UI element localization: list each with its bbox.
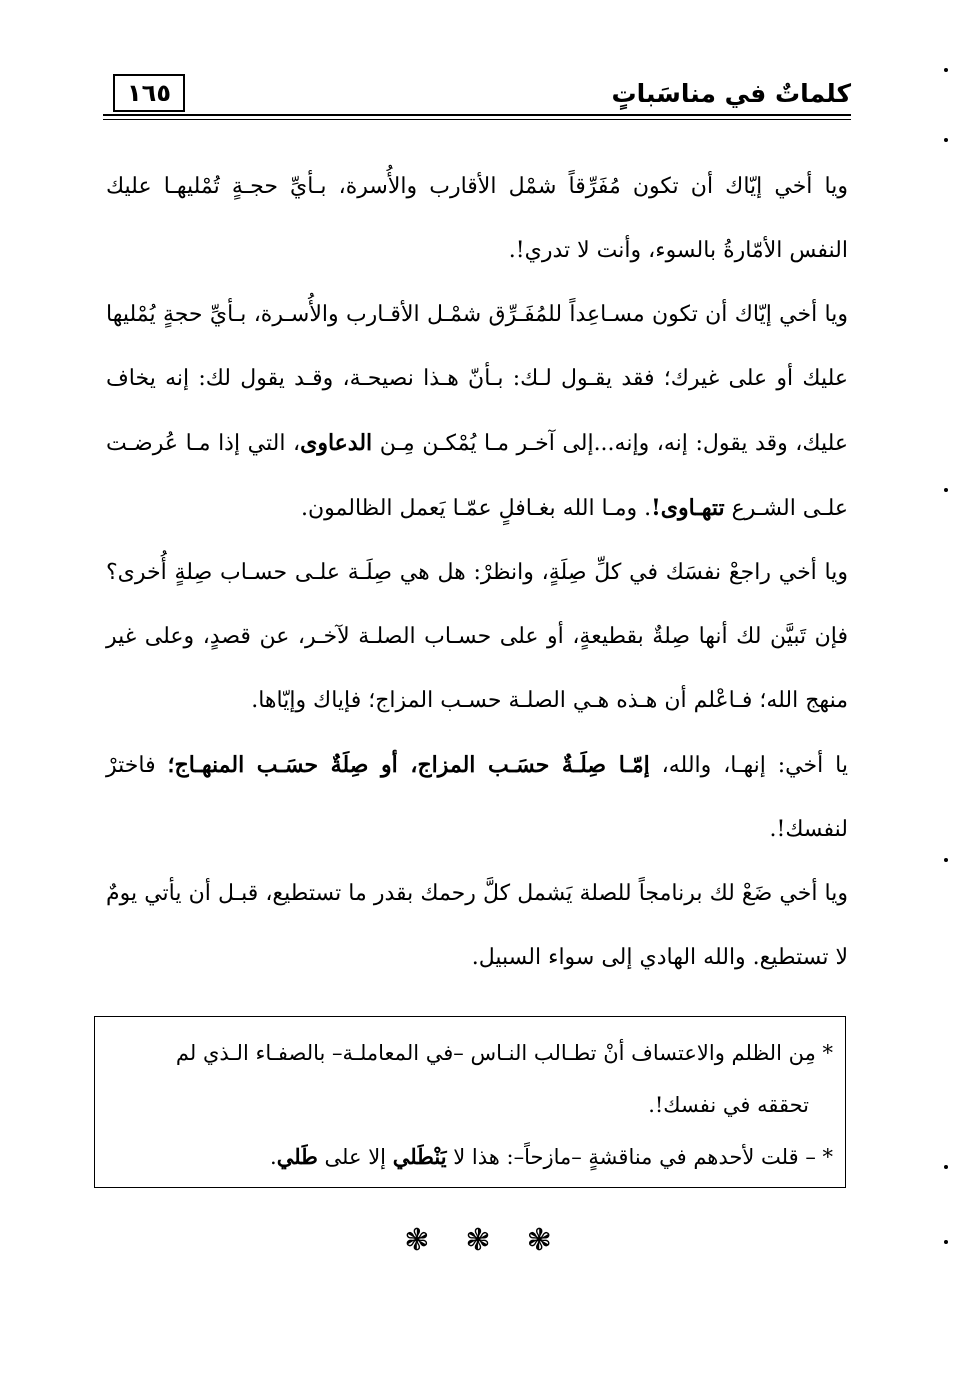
paragraph-2-text-a: ويا أخي إيّاك أن تكون مسـاعِداً للمُفَـرِّق شمْـل الأقـارب والأُسـرة، بـأيِّ حجةٍ يُمْليها عليك أو على غيرك؛ فقد يقـول لـك: بـأنّ هـذا نصيحـة، وقـد يقول لك: إنه يخاف عليك، وقد يقول: إنه، وإنه...إلى آخـر مـا يُمْكـن مِـن: [106, 302, 849, 456]
paragraph-4-text-a: يا أخي: إنهـا، والله،: [649, 753, 848, 778]
margin-dot: [944, 1240, 948, 1244]
paragraph-2: [106, 283, 848, 541]
page-header: [103, 70, 851, 122]
margin-dot: [944, 68, 948, 72]
page-number: ١٦٥: [113, 74, 185, 112]
note-2-text-a: * – قلت لأحدهم في مناقشةٍ –مازحاً–: هذا لا: [446, 1145, 833, 1169]
paragraph-4-bold: إمّـا صِلَـةٌ حسَـب المزاج، أو صِلَةٌ حسَـب المنهـاج؛: [167, 752, 650, 778]
margin-dot: [944, 858, 948, 862]
paragraph-2-bold-2: تتهـاوى!: [651, 495, 725, 521]
paragraph-5: ويا أخي ضَعْ لك برنامجاً للصلة يَشمل كلَّ رحمك بقدر ما تستطيع، قبـل أن يأتي يومٌ لا تستطيع. والله الهادي إلى سواء السبيل.: [106, 881, 848, 970]
ornament-icon: ❃: [404, 1222, 430, 1258]
margin-dot: [944, 488, 948, 492]
header-rule: [103, 114, 851, 120]
paragraph-2-text-c: ، التي إذا مـا عُرضـت علـى الشـرع: [106, 431, 848, 521]
note-2: [107, 1131, 833, 1183]
paragraph-2-bold-1: الدعاوى: [300, 430, 373, 456]
section-ornaments: [0, 1215, 956, 1265]
paragraph-4-text-c: فاخترْ لنفسك!.: [106, 753, 848, 842]
note-1-continuation: تحققه في نفسك!.: [648, 1093, 809, 1117]
paragraph-2-text-d: . ومـا الله بغـافلٍ عمّـا يَعمل الظالمون.: [301, 496, 652, 521]
paragraph-3: ويا أخي راجعْ نفسَك في كلِّ صِلَةٍ، وانظرْ: هل هي صِلَـة علـى حسـاب صِلةٍ أُخرى؟ فإن تَبيَّن لك أنها صِلةٌ بقطيعةٍ، أو على حسـاب الصلـة لآخـر، عن قصدٍ، وعلى غير منهج الله؛ فـاعْلم أن هـذه هـي الصلـة حسـب المزاج؛ فإياك وإيّاها.: [106, 560, 848, 713]
body-text: [106, 155, 848, 990]
note-2-text-e: .: [270, 1145, 277, 1169]
margin-dot: [944, 138, 948, 142]
note-2-text-c: إلا على: [317, 1145, 393, 1169]
ornament-icon: ❃: [526, 1222, 552, 1258]
notes-box: [94, 1016, 846, 1188]
paragraph-4: [106, 733, 848, 862]
running-title: كلماتٌ في مناسَباتٍ: [611, 79, 851, 108]
margin-dot: [944, 1165, 948, 1169]
ornament-icon: ❃: [465, 1222, 491, 1258]
note-1: * مِن الظلم والاعتساف أنْ تطـالب النـاس –في المعاملـة– بالصفـاء الـذي لم: [175, 1041, 833, 1065]
note-2-bold-1: يَنْطَلي: [392, 1144, 447, 1169]
note-2-bold-2: طَلي: [276, 1144, 318, 1169]
paragraph-1: ويا أخي إيّاك أن تكون مُفَرِّقاً شمْل الأقارب والأُسرة، بـأيِّ حجـةٍ تُمْليهـا عليك النفس الأمّارةُ بالسوء، وأنت لا تدري!.: [106, 174, 848, 263]
